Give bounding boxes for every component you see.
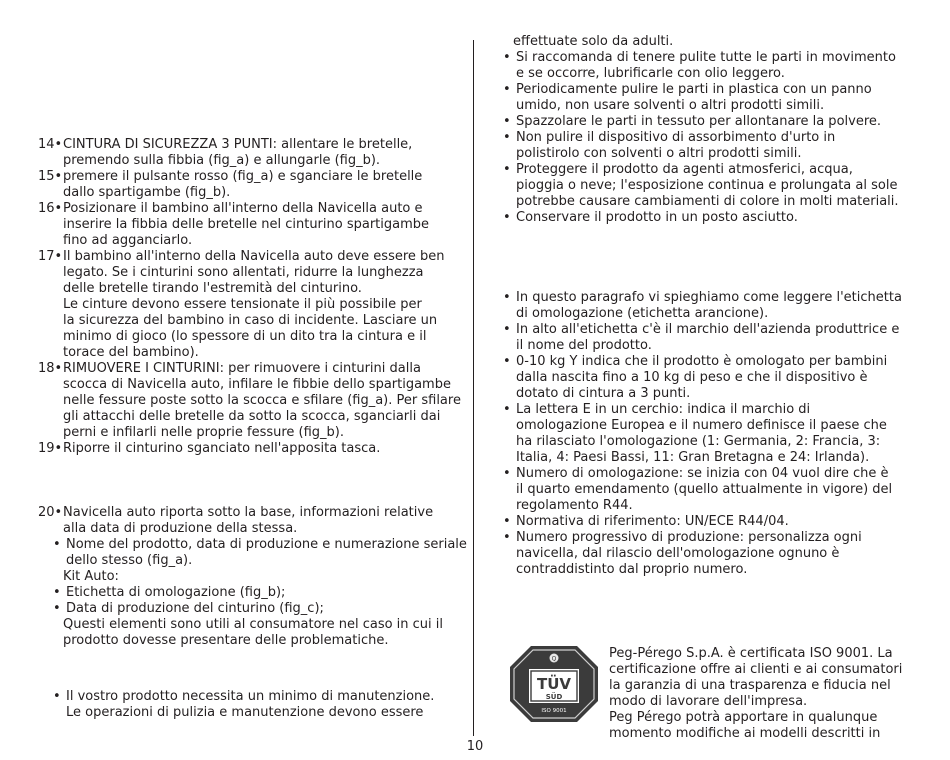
bullet-marker: • [503, 402, 511, 417]
bullet-marker: • [503, 514, 511, 529]
spacer [38, 649, 468, 689]
bullet-item [38, 689, 468, 721]
text-line: fino ad agganciarlo. [63, 233, 193, 248]
item-text [66, 537, 468, 569]
text-line: il nome del prodotto. [516, 338, 652, 353]
text-line: minimo di gioco (lo spessore di un dito tra la cintura e il [63, 329, 427, 344]
text-line: Conservare il prodotto in un posto asciutto. [516, 210, 798, 225]
text-line: premendo sulla fibbia (fig_a) e allungarle (fig_b). [63, 153, 381, 168]
item-text [63, 505, 468, 537]
step-number: 14• [38, 137, 63, 152]
page-number: 10 [466, 739, 484, 754]
text-line: prodotto dovesse presentare delle problematiche. [63, 633, 389, 648]
text-line: omologazione Europea e il numero definisce il paese che [516, 418, 887, 433]
bullet-marker: • [503, 82, 511, 97]
text-line: Non pulire il dispositivo di assorbimento d'urto in [516, 130, 836, 145]
bullet-marker: • [53, 689, 61, 704]
text-line: momento modifiche ai modelli descritti in [609, 726, 881, 741]
bullet-item [500, 82, 920, 114]
certification-text [609, 646, 919, 742]
numbered-step [38, 137, 468, 169]
svg-text:ISO 9001: ISO 9001 [541, 708, 567, 714]
bullet-item [500, 114, 920, 130]
bullet-item [38, 601, 468, 617]
bullet-marker: • [503, 322, 511, 337]
item-text [63, 441, 468, 457]
bullet-marker: • [503, 114, 511, 129]
bullet-item [500, 290, 920, 322]
text-line: dallo spartigambe (fig_b). [63, 185, 231, 200]
bullet-marker: • [503, 130, 511, 145]
bullet-marker: • [53, 601, 61, 616]
text-line: premere il pulsante rosso (fig_a) e sganciare le bretelle [63, 169, 423, 184]
item-text [63, 361, 468, 441]
numbered-step [38, 201, 468, 249]
step-number: 17• [38, 249, 63, 264]
text-line: Il vostro prodotto necessita un minimo di manutenzione. [66, 689, 435, 704]
text-line: di omologazione (etichetta arancione). [516, 306, 769, 321]
item-text [63, 137, 468, 169]
column-divider [473, 40, 474, 736]
text-line: torace del bambino). [63, 345, 199, 360]
text-line: La lettera E in un cerchio: indica il marchio di [516, 402, 811, 417]
bullet-marker: • [503, 210, 511, 225]
bullet-marker: • [503, 354, 511, 369]
text-line: Italia, 4: Paesi Bassi, 11: Gran Bretagna e 24: Irlanda). [516, 450, 870, 465]
text-line: Peg Pérego potrà apportare in qualunque [609, 710, 878, 725]
kit-label: Kit Auto: [63, 569, 119, 584]
bullet-item [500, 466, 920, 514]
text-line: e se occorre, lubrificarle con olio leggero. [516, 66, 785, 81]
text-line: dalla nascita fino a 10 kg di peso e che il dispositivo è [516, 370, 868, 385]
bullet-item [38, 585, 468, 601]
text-line: gli attacchi delle bretelle da sotto la scocca, sganciarli dai [63, 409, 441, 424]
item-text [66, 601, 468, 617]
text-line: Riporre il cinturino sganciato nell'apposita tasca. [63, 441, 381, 456]
numbered-step [38, 361, 468, 441]
item-text [63, 169, 468, 201]
text-line: Periodicamente pulire le parti in plastica con un panno [516, 82, 872, 97]
bullet-item [500, 210, 920, 226]
item-text [63, 201, 468, 249]
text-line: Il bambino all'interno della Navicella auto deve essere ben [63, 249, 445, 264]
tuv-sud-certificate-icon [509, 645, 599, 723]
svg-text:TÜV: TÜV [536, 675, 572, 693]
bullet-marker: • [503, 530, 511, 545]
text-line: polistirolo con solventi o altri prodotti simili. [516, 146, 802, 161]
text-line: In alto all'etichetta c'è il marchio dell'azienda produttrice e [516, 322, 900, 337]
text-line: Spazzolare le parti in tessuto per allontanare la polvere. [516, 114, 882, 129]
text-line: delle bretelle tirando l'estremità del cinturino. [63, 281, 362, 296]
bullet-marker: • [503, 50, 511, 65]
text-line: modo di lavorare dell'impresa. [609, 694, 808, 709]
text-line: RIMUOVERE I CINTURINI: per rimuovere i cinturini dalla [63, 361, 421, 376]
svg-text:SÜD: SÜD [545, 693, 563, 701]
item-text [516, 162, 920, 210]
item-text [516, 82, 920, 114]
text-line: Peg-Pérego S.p.A. è certificata ISO 9001. La [609, 646, 893, 661]
item-text [516, 210, 920, 226]
text-line: alla data di produzione della stessa. [63, 521, 298, 536]
bullet-item [500, 162, 920, 210]
item-text [516, 514, 920, 530]
text-line: Posizionare il bambino all'interno della Navicella auto e [63, 201, 423, 216]
numbered-step [38, 441, 468, 457]
text-line: dello stesso (fig_a). [66, 553, 193, 568]
text-line: Nome del prodotto, data di produzione e numerazione seriale [66, 537, 467, 552]
bullet-item [500, 130, 920, 162]
item-text [66, 585, 468, 601]
bullet-item [500, 322, 920, 354]
bullet-item [500, 354, 920, 402]
bullet-item [500, 402, 920, 466]
text-line: Le cinture devono essere tensionate il più possibile per [63, 297, 422, 312]
text-line: regolamento R44. [516, 498, 633, 513]
item-text [516, 466, 920, 514]
text-line: Navicella auto riporta sotto la base, informazioni relative [63, 505, 434, 520]
text-line: Normativa di riferimento: UN/ECE R44/04. [516, 514, 789, 529]
text-line: dotato di cintura a 3 punti. [516, 386, 691, 401]
step-number: 19• [38, 441, 63, 456]
item-text [516, 50, 920, 82]
text-line: Questi elementi sono utili al consumatore nel caso in cui il [63, 617, 444, 632]
numbered-step [38, 505, 468, 537]
text-line: la garanzia di una trasparenza e fiducia nel [609, 678, 891, 693]
bullet-item [38, 537, 468, 569]
text-line: scocca di Navicella auto, infilare le fibbie dello spartigambe [63, 377, 451, 392]
step-number: 16• [38, 201, 63, 216]
step-number: 20• [38, 505, 63, 520]
text-line: CINTURA DI SICUREZZA 3 PUNTI: allentare le bretelle, [63, 137, 413, 152]
spacer [500, 226, 920, 290]
item-text [63, 249, 468, 361]
item-text [516, 322, 920, 354]
text-line: ha rilasciato l'omologazione (1: Germania, 2: Francia, 3: [516, 434, 881, 449]
text-line: inserire la fibbia delle bretelle nel cinturino spartigambe [63, 217, 430, 232]
bullet-marker: • [503, 162, 511, 177]
text-line: la sicurezza del bambino in caso di incidente. Lasciare un [63, 313, 438, 328]
text-line: perni e infilarli nelle proprie fessure (fig_b). [63, 425, 345, 440]
step-number: 15• [38, 169, 63, 184]
item-text [516, 114, 920, 130]
continuation-text: effettuate solo da adulti. [513, 34, 674, 49]
item-text [66, 689, 468, 721]
text-line: nelle fessure poste sotto la scocca e sfilare (fig_a). Per sfilare [63, 393, 461, 408]
numbered-step [38, 249, 468, 361]
bullet-marker: • [53, 585, 61, 600]
item-text [516, 290, 920, 322]
bullet-item [500, 50, 920, 82]
text-line: pioggia o neve; l'esposizione continua e prolungata al sole [516, 178, 898, 193]
bullet-marker: • [503, 466, 511, 481]
spacer [38, 457, 468, 505]
bullet-marker: • [503, 290, 511, 305]
right-column [500, 34, 920, 578]
bullet-item [500, 514, 920, 530]
item-text [516, 130, 920, 162]
text-line: contraddistinto dal proprio numero. [516, 562, 748, 577]
text-line: In questo paragrafo vi spieghiamo come leggere l'etichetta [516, 290, 902, 305]
note-text [38, 617, 468, 649]
item-text [516, 402, 920, 466]
left-column [38, 137, 468, 721]
svg-text:Q: Q [551, 655, 557, 663]
text-line: Etichetta di omologazione (fig_b); [66, 585, 286, 600]
text-line: Si raccomanda di tenere pulite tutte le parti in movimento [516, 50, 896, 65]
numbered-step [38, 169, 468, 201]
text-line: certificazione offre ai clienti e ai consumatori [609, 662, 903, 677]
text-line: potrebbe causare cambiamenti di colore in molti materiali. [516, 194, 899, 209]
text-line: il quarto emendamento (quello attualmente in vigore) del [516, 482, 893, 497]
text-line: umido, non usare solventi o altri prodotti simili. [516, 98, 825, 113]
item-text [516, 354, 920, 402]
bullet-item [500, 530, 920, 578]
item-text [516, 530, 920, 578]
text-line: Numero di omologazione: se inizia con 04 vuol dire che è [516, 466, 889, 481]
text-line: legato. Se i cinturini sono allentati, ridurre la lunghezza [63, 265, 424, 280]
text-line: Numero progressivo di produzione: personalizza ogni [516, 530, 862, 545]
text-line: Data di produzione del cinturino (fig_c); [66, 601, 324, 616]
step-number: 18• [38, 361, 63, 376]
text-line: Le operazioni di pulizia e manutenzione devono essere [66, 705, 424, 720]
bullet-marker: • [53, 537, 61, 552]
text-line: navicella, dal rilascio dell'omologazione ognuno è [516, 546, 840, 561]
text-line: 0-10 kg Y indica che il prodotto è omologato per bambini [516, 354, 888, 369]
text-line: Proteggere il prodotto da agenti atmosferici, acqua, [516, 162, 853, 177]
